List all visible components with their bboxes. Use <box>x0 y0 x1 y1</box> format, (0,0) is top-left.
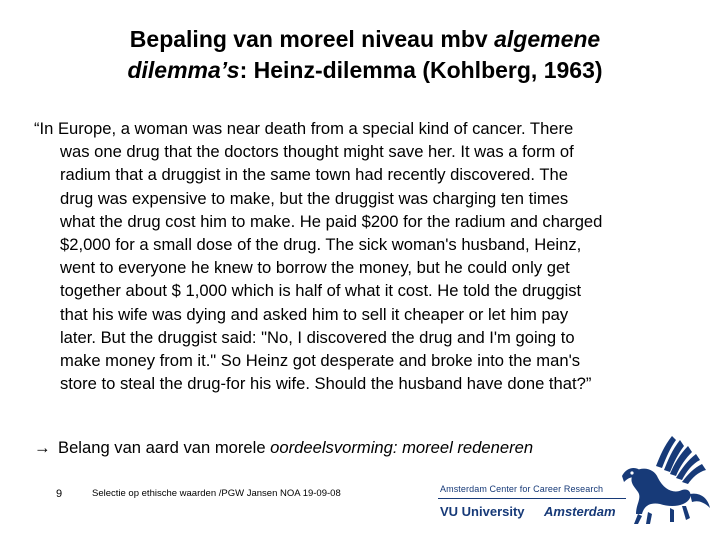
title-text-1: Bepaling van moreel niveau mbv <box>129 26 495 52</box>
griffin-icon <box>612 432 718 532</box>
title-text-2: : Heinz-dilemma (Kohlberg, 1963) <box>239 57 603 83</box>
quote-line: together about $ 1,000 which is half of what it cost. He told the druggist <box>60 281 582 301</box>
quote-line: was one drug that the doctors thought might save her. It was a form of <box>60 142 574 162</box>
quote-line: drug was expensive to make, but the druggist was charging ten times <box>60 188 569 208</box>
quote-line: store to steal the drug-for his wife. Should the husband have done that?” <box>60 374 592 394</box>
footer-text: Selectie op ethische waarden /PGW Jansen NOA 19-09-08 <box>92 488 341 499</box>
title-line-2 <box>30 55 700 86</box>
quote-line: went to everyone he knew to borrow the money, but he could only get <box>60 258 570 278</box>
quote-line: radium that a druggist in the same town had recently discovered. The <box>60 165 568 185</box>
quote-line: later. But the druggist said: "No, I discovered the drug and I'm going to <box>60 327 575 347</box>
logo-center-name: Amsterdam Center for Career Research <box>440 484 604 494</box>
logo-university: VU University <box>440 504 525 519</box>
slide-number: 9 <box>56 488 63 500</box>
quote-line: that his wife was dying and asked him to sell it cheaper or let him pay <box>60 304 569 324</box>
bullet-italic-text: oordeelsvorming: moreel redeneren <box>270 438 534 457</box>
arrow-right-icon: → <box>34 438 51 457</box>
slide-title <box>30 24 700 86</box>
title-italic-1: algemene <box>494 26 601 52</box>
bullet-text: Belang van aard van morele <box>58 438 271 457</box>
vu-logo <box>436 432 720 532</box>
logo-divider <box>438 498 626 499</box>
quote-line: make money from it." So Heinz got desperate and broke into the man's <box>60 351 581 371</box>
heinz-dilemma-quote <box>34 117 718 395</box>
title-line-1 <box>30 24 700 55</box>
title-italic-2: dilemma’s <box>127 57 240 83</box>
quote-line: $2,000 for a small dose of the drug. The sick woman's husband, Heinz, <box>60 235 582 255</box>
quote-line: what the drug cost him to make. He paid $200 for the radium and charged <box>60 211 603 231</box>
quote-line: “In Europe, a woman was near death from a special kind of cancer. There <box>34 119 574 138</box>
logo-city: Amsterdam <box>544 504 616 519</box>
